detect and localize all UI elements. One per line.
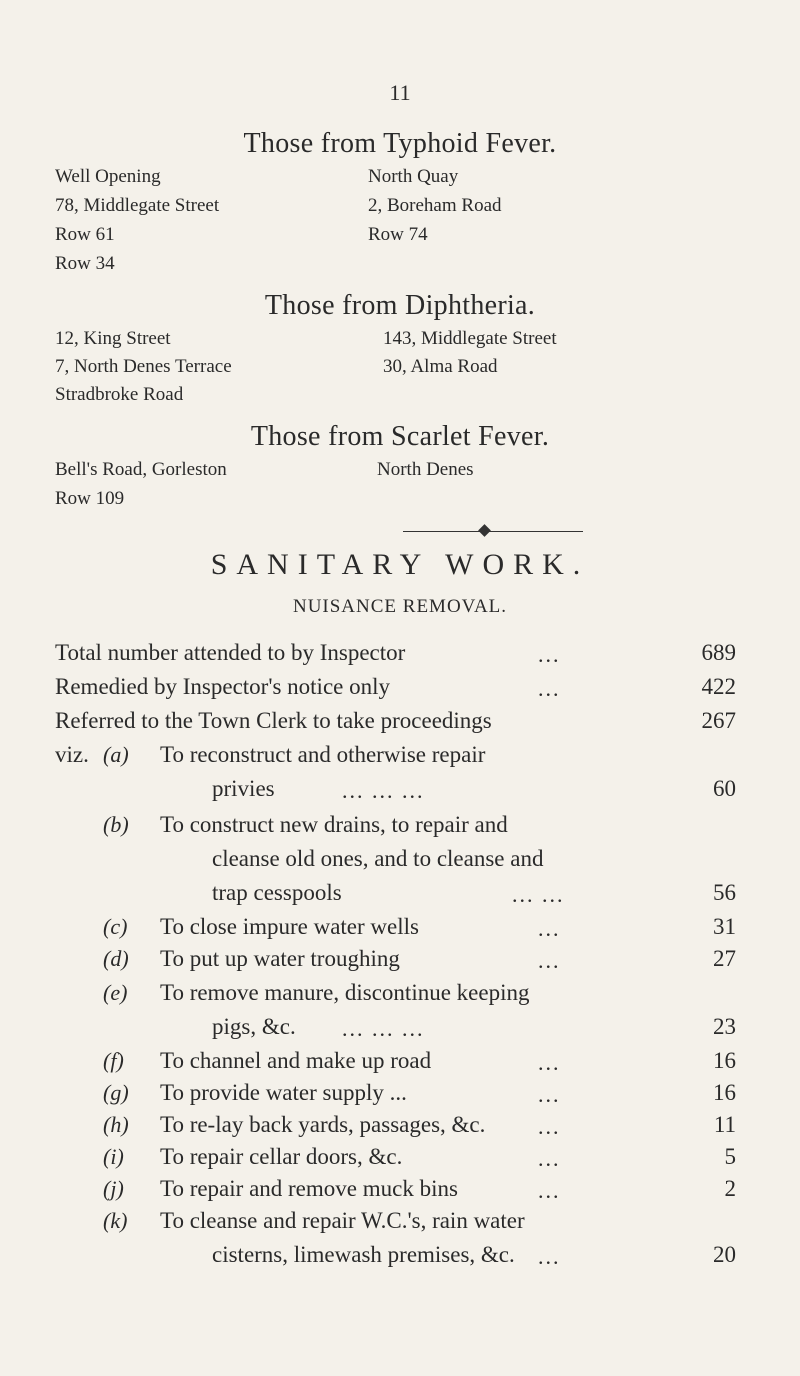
item-value: 31 — [713, 914, 736, 939]
item-value: 5 — [724, 1144, 736, 1169]
typhoid-address: North Quay — [368, 166, 459, 187]
item-text: To construct new drains, to repair and — [160, 812, 508, 837]
item-text: pigs, &c. — [212, 1014, 296, 1039]
item-text: To close impure water wells — [160, 914, 419, 939]
item-letter: (b) — [103, 812, 129, 837]
item-text: cisterns, limewash premises, &c. — [212, 1242, 515, 1267]
typhoid-heading: Those from Typhoid Fever. — [243, 128, 557, 159]
item-letter: (f) — [103, 1048, 124, 1073]
item-letter: (k) — [103, 1208, 128, 1233]
diphtheria-address: 12, King Street — [55, 328, 171, 349]
item-text: cleanse old ones, and to cleanse and — [212, 846, 544, 871]
item-letter: (e) — [103, 980, 128, 1005]
item-text: To repair cellar doors, &c. — [160, 1144, 403, 1169]
leader-dots: ... — [538, 676, 561, 701]
summary-value: 267 — [701, 708, 736, 733]
item-value: 60 — [713, 776, 736, 801]
diphtheria-address: Stradbroke Road — [55, 384, 184, 405]
item-value: 16 — [713, 1048, 736, 1073]
leader-dots: ... — [538, 916, 561, 941]
leader-dots: ... — [538, 948, 561, 973]
typhoid-address: 78, Middlegate Street — [55, 195, 220, 216]
item-letter: (j) — [103, 1176, 124, 1201]
item-value: 16 — [713, 1080, 736, 1105]
item-value: 56 — [713, 880, 736, 905]
item-letter: (c) — [103, 914, 128, 939]
summary-value: 422 — [701, 674, 736, 699]
scarlet-address: Row 109 — [55, 488, 125, 509]
item-letter: (i) — [103, 1144, 124, 1169]
item-letter: (h) — [103, 1112, 129, 1137]
item-text: To channel and make up road — [160, 1048, 432, 1073]
item-text: trap cesspools — [212, 880, 342, 905]
scarlet-address: North Denes — [377, 459, 474, 480]
page-number: 11 — [389, 80, 411, 105]
leader-dots: ... ... — [512, 882, 565, 907]
leader-dots: ... — [538, 1244, 561, 1269]
leader-dots: ... ... ... — [342, 778, 425, 803]
typhoid-address: Row 74 — [368, 224, 428, 245]
section-divider — [403, 531, 583, 532]
typhoid-address: Well Opening — [55, 166, 161, 187]
item-text: privies — [212, 776, 275, 801]
item-value: 11 — [713, 1112, 736, 1137]
item-letter: (d) — [103, 946, 129, 971]
typhoid-address: Row 61 — [55, 224, 115, 245]
summary-value: 689 — [701, 640, 736, 665]
item-letter: (a) — [103, 742, 129, 767]
viz-label: viz. — [55, 742, 89, 767]
leader-dots: ... — [538, 1114, 561, 1139]
diphtheria-address: 143, Middlegate Street — [383, 328, 557, 349]
scarlet-address: Bell's Road, Gorleston — [55, 459, 227, 480]
leader-dots: ... — [538, 1050, 561, 1075]
typhoid-address: 2, Boreham Road — [368, 195, 502, 216]
nuisance-removal-heading: NUISANCE REMOVAL. — [292, 596, 508, 617]
sanitary-work-heading: SANITARY WORK. — [210, 548, 590, 581]
item-letter: (g) — [103, 1080, 129, 1105]
item-text: To remove manure, discontinue keeping — [160, 980, 530, 1005]
item-text: To provide water supply ... — [160, 1080, 407, 1105]
item-text: To cleanse and repair W.C.'s, rain water — [160, 1208, 525, 1233]
leader-dots: ... — [538, 1082, 561, 1107]
leader-dots: ... — [538, 1146, 561, 1171]
scarlet-heading: Those from Scarlet Fever. — [250, 421, 550, 452]
item-value: 23 — [713, 1014, 736, 1039]
summary-label: Remedied by Inspector's notice only — [55, 674, 391, 699]
leader-dots: ... — [538, 1178, 561, 1203]
item-value: 2 — [724, 1176, 736, 1201]
divider-diamond-icon — [478, 524, 491, 537]
summary-label: Total number attended to by Inspector — [55, 640, 406, 665]
item-text: To put up water troughing — [160, 946, 400, 971]
leader-dots: ... — [538, 642, 561, 667]
leader-dots: ... ... ... — [342, 1016, 425, 1041]
item-text: To repair and remove muck bins — [160, 1176, 458, 1201]
diphtheria-address: 7, North Denes Terrace — [55, 356, 232, 377]
diphtheria-heading: Those from Diphtheria. — [264, 290, 536, 321]
item-value: 20 — [713, 1242, 736, 1267]
item-text: To re-lay back yards, passages, &c. — [160, 1112, 486, 1137]
item-value: 27 — [713, 946, 736, 971]
typhoid-address: Row 34 — [55, 253, 115, 274]
item-text: To reconstruct and otherwise repair — [160, 742, 486, 767]
diphtheria-address: 30, Alma Road — [383, 356, 498, 377]
summary-label: Referred to the Town Clerk to take proceedings — [55, 708, 492, 733]
